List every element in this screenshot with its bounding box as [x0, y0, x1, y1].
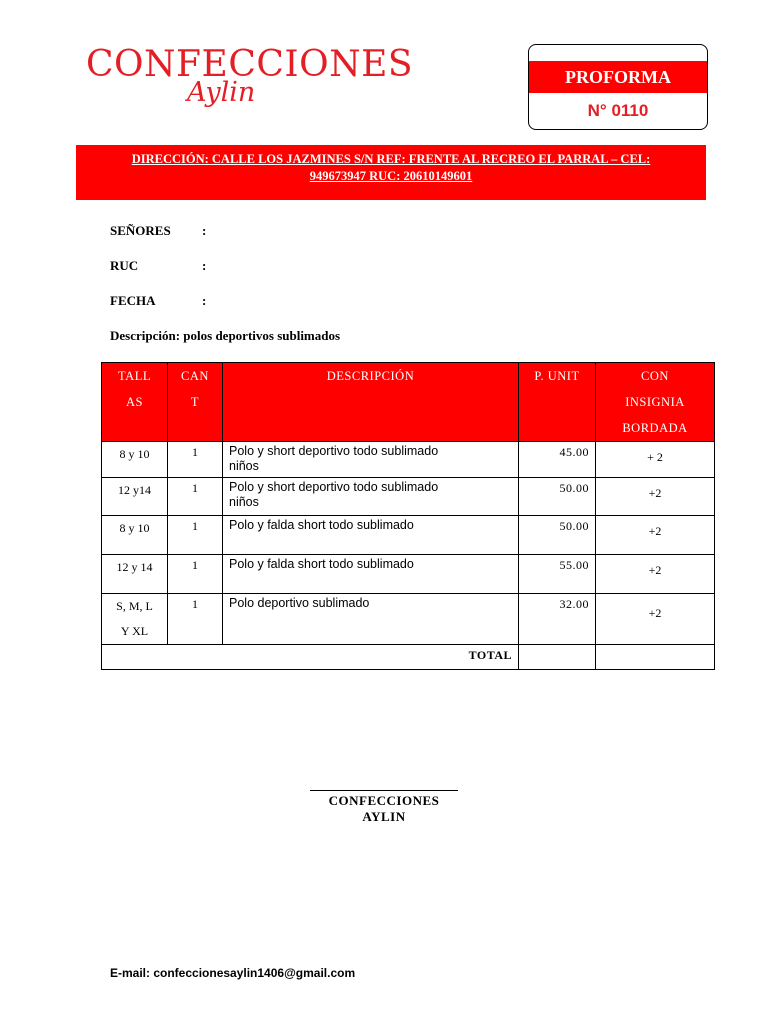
total-row [102, 645, 715, 670]
signature-name: CONFECCIONES AYLIN [328, 793, 440, 824]
table-row [102, 442, 715, 478]
proforma-number: N° 0110 [587, 101, 649, 120]
items-table [101, 362, 715, 670]
row-extra: +2 [596, 478, 715, 516]
table-row [102, 555, 715, 594]
row-price: 32.00 [519, 594, 596, 645]
row-talla: 12 y 14 [102, 555, 168, 594]
row-extra: +2 [596, 516, 715, 555]
fecha-colon: : [202, 293, 207, 308]
address-banner [76, 145, 706, 200]
row-cant: 1 [168, 594, 223, 645]
logo-script: Aylin [187, 77, 256, 108]
senores-colon: : [202, 223, 207, 238]
header-p-unit: P. UNIT [519, 363, 596, 442]
row-talla: 12 y14 [102, 478, 168, 516]
logo-title: CONFECCIONES [86, 44, 414, 85]
proforma-box [528, 44, 708, 130]
table-header-row [102, 363, 715, 442]
row-desc: Polo y falda short todo sublimado [223, 516, 519, 555]
total-value [519, 645, 596, 670]
table-row [102, 516, 715, 555]
fecha-label: FECHA [110, 293, 156, 308]
row-talla: S, M, L Y XL [102, 594, 168, 645]
total-label: TOTAL [102, 645, 519, 670]
address-text [84, 151, 698, 185]
row-cant: 1 [168, 555, 223, 594]
row-cant: 1 [168, 478, 223, 516]
row-desc: Polo deportivo sublimado [223, 594, 519, 645]
row-price: 50.00 [519, 516, 596, 555]
row-price: 55.00 [519, 555, 596, 594]
signature-line [310, 790, 458, 791]
ruc-label: RUC [110, 258, 139, 273]
row-desc: Polo y short deportivo todo sublimado niños [223, 478, 519, 516]
row-extra: + 2 [596, 442, 715, 478]
header-tallas: TALL AS [102, 363, 168, 442]
table-row [102, 478, 715, 516]
senores-label: SEÑORES [110, 223, 171, 238]
row-extra: +2 [596, 594, 715, 645]
header-con-insignia: CON INSIGNIA BORDADA [596, 363, 715, 442]
row-cant: 1 [168, 442, 223, 478]
header-cant: CAN T [168, 363, 223, 442]
row-talla: 8 y 10 [102, 516, 168, 555]
description-line: Descripción: polos deportivos sublimados [110, 328, 341, 343]
footer-email: E-mail: confeccionesaylin1406@gmail.com [110, 966, 356, 980]
row-talla: 8 y 10 [102, 442, 168, 478]
row-desc: Polo y falda short todo sublimado [223, 555, 519, 594]
header-descripcion: DESCRIPCIÓN [223, 363, 519, 442]
ruc-colon: : [202, 258, 207, 273]
total-extra [596, 645, 715, 670]
row-price: 50.00 [519, 478, 596, 516]
proforma-title: PROFORMA [529, 61, 707, 93]
address-line-2: 949673947 RUC: 20610149601 [309, 169, 473, 183]
row-cant: 1 [168, 516, 223, 555]
row-price: 45.00 [519, 442, 596, 478]
row-desc: Polo y short deportivo todo sublimado niños [223, 442, 519, 478]
table-row [102, 594, 715, 645]
row-extra: +2 [596, 555, 715, 594]
address-line-1: DIRECCIÓN: CALLE LOS JAZMINES S/N REF: FRENTE AL RECREO EL PARRAL – CEL: [131, 152, 651, 166]
